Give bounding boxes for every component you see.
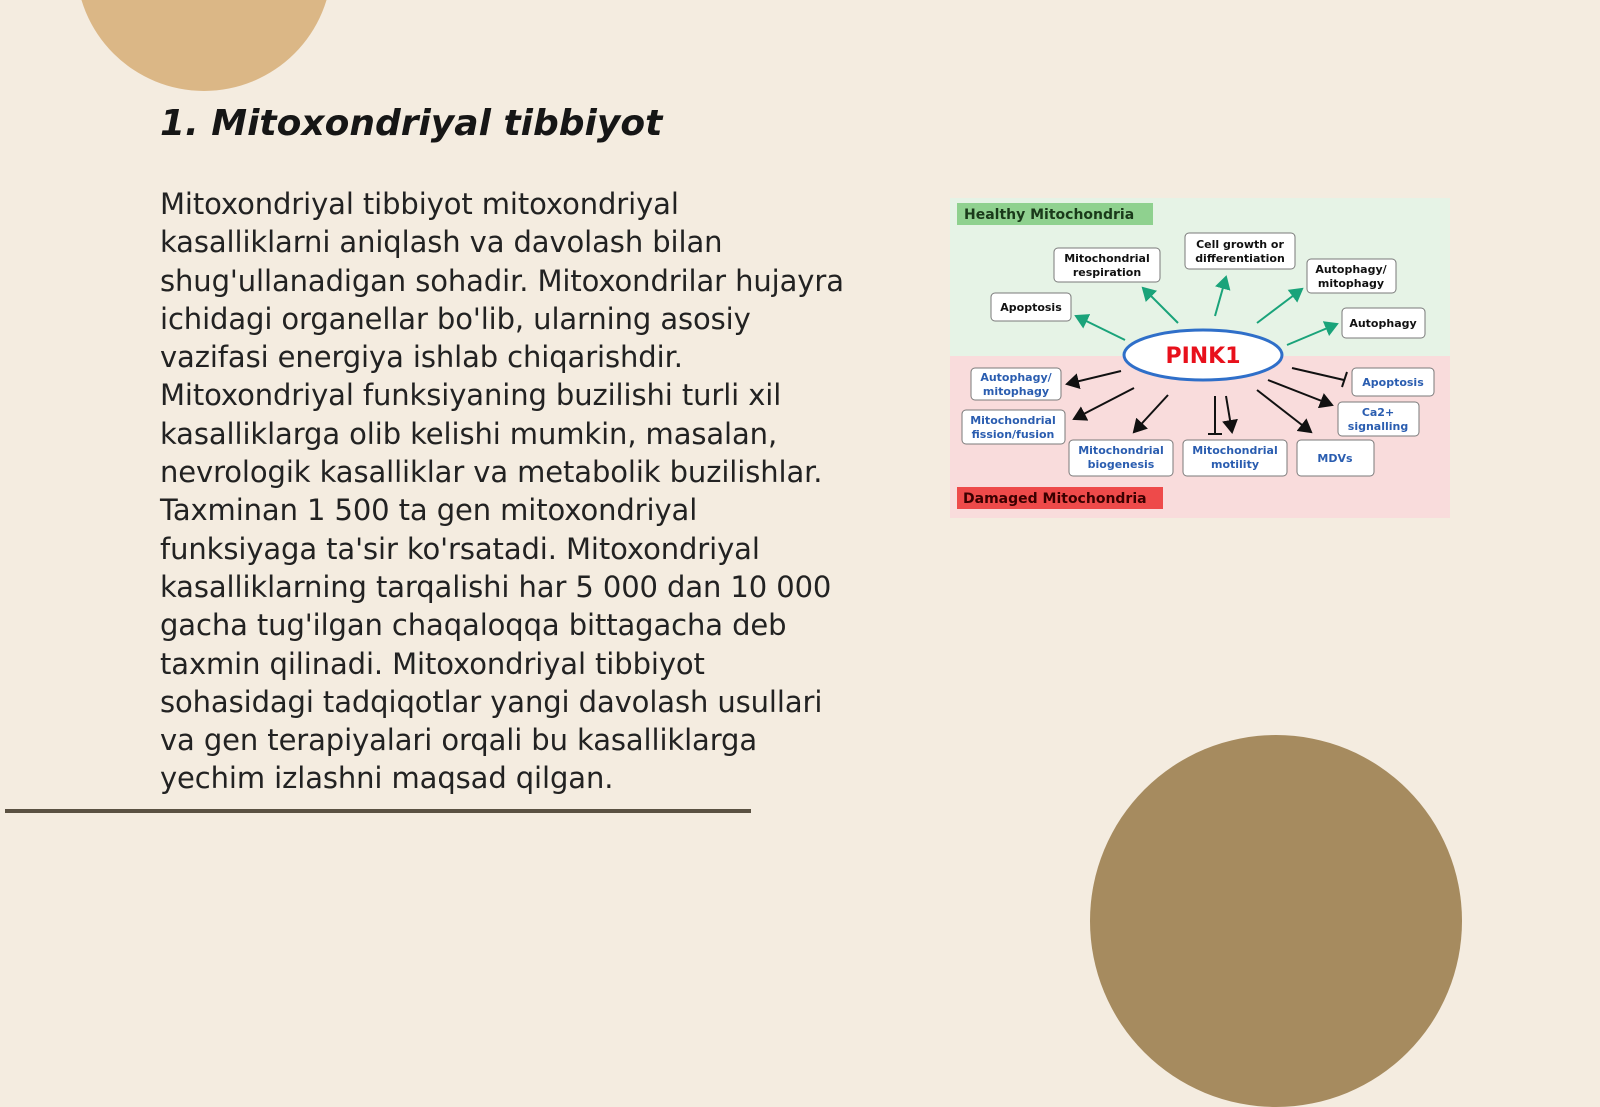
decorative-circle-bottom [1090, 735, 1462, 1107]
svg-text:Apoptosis: Apoptosis [1000, 301, 1062, 314]
healthy-tag-label: Healthy Mitochondria [964, 207, 1135, 223]
svg-text:Apoptosis: Apoptosis [1362, 376, 1424, 389]
slide-body-text: Mitoxondriyal tibbiyot mitoxondriyal kasalliklarni aniqlash va davolash bilan shug'ullanadigan sohadir. Mitoxondrilar hujayra ichidagi organellar bo'lib, ularning asosiy vazifasi energiya ishlab chiqarishdir. Mitoxondriyal funksiyaning buzilishi turli xil kasalliklarga olib kelishi mumkin, masalan, nevrologik kasalliklar va metabolik buzilishlar. Taxminan 1 500 ta gen mitoxondriyal funksiyaga ta'sir ko'rsatadi. Mitoxondriyal kasalliklarning tarqalishi har 5 000 dan 10 000 gacha tug'ilgan chaqaloqqa bittagacha deb taxmin qilinadi. Mitoxondriyal tibbiyot sohasidagi tadqiqotlar yangi davolash usullari va gen terapiyalari orqali bu kasalliklarga yechim izlashni maqsad qilgan. [160, 187, 844, 796]
healthy-node-autophagy [1342, 308, 1425, 338]
svg-text:MDVs: MDVs [1317, 452, 1353, 465]
svg-text:Cell growth or: Cell growth or [1196, 238, 1284, 251]
svg-text:mitophagy: mitophagy [982, 385, 1050, 398]
damaged-tag-label: Damaged Mitochondria [963, 491, 1147, 507]
damaged-node-apoptosis [1352, 368, 1434, 396]
slide-title: 1. Mitoxondriyal tibbiyot [160, 103, 663, 144]
svg-text:Autophagy: Autophagy [1349, 317, 1417, 330]
svg-text:signalling: signalling [1347, 420, 1409, 433]
healthy-node-apoptosis [991, 293, 1071, 321]
pink1-diagram [950, 198, 1450, 518]
damaged-node-motility [1183, 440, 1287, 476]
damaged-node-mitophagy [971, 368, 1061, 400]
damaged-node-biogenesis [1069, 440, 1173, 476]
divider-line [5, 809, 751, 813]
decorative-circle-top [76, 0, 332, 91]
healthy-node-mitophagy [1307, 259, 1396, 293]
svg-text:respiration: respiration [1072, 266, 1142, 279]
damaged-node-mdvs [1297, 440, 1374, 476]
healthy-node-respiration [1054, 248, 1160, 282]
svg-text:Ca2+: Ca2+ [1361, 406, 1395, 419]
damaged-node-ca-signalling [1338, 402, 1419, 436]
healthy-node-cell-growth [1185, 233, 1295, 269]
svg-text:mitophagy: mitophagy [1317, 277, 1385, 290]
svg-text:biogenesis: biogenesis [1087, 458, 1155, 471]
svg-text:Mitochondrial: Mitochondrial [970, 414, 1056, 427]
pink1-label: PINK1 [1165, 344, 1241, 369]
svg-text:Autophagy/: Autophagy/ [1315, 263, 1387, 276]
svg-text:fission/fusion: fission/fusion [971, 428, 1055, 441]
svg-text:Autophagy/: Autophagy/ [980, 371, 1052, 384]
damaged-node-fission [962, 410, 1065, 444]
svg-text:Mitochondrial: Mitochondrial [1078, 444, 1164, 457]
svg-text:differentiation: differentiation [1195, 252, 1285, 265]
svg-text:Mitochondrial: Mitochondrial [1192, 444, 1278, 457]
svg-text:motility: motility [1210, 458, 1260, 471]
svg-text:Mitochondrial: Mitochondrial [1064, 252, 1150, 265]
